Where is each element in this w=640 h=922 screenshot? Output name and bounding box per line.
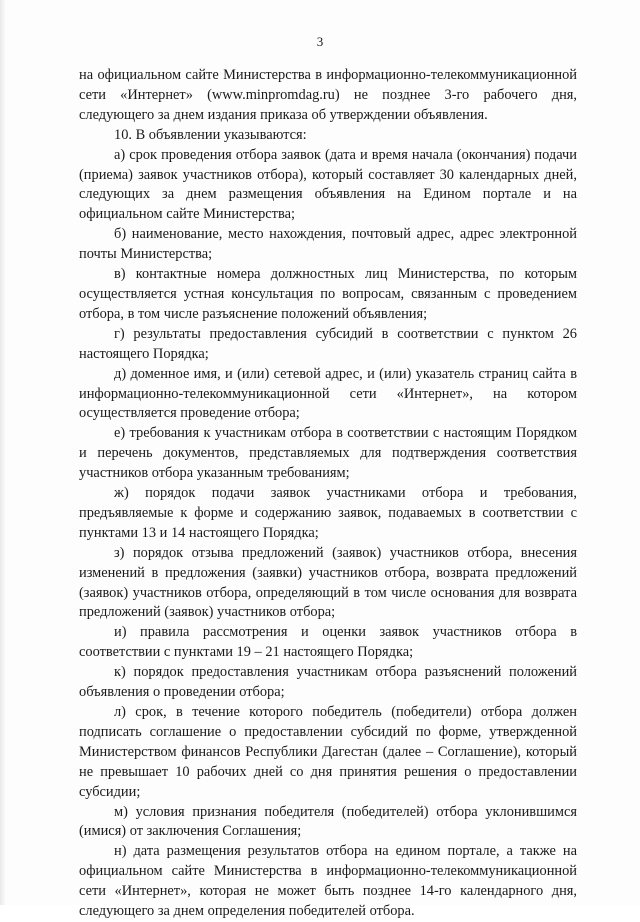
- paragraph: д) доменное имя, и (или) сетевой адрес, и (или) указатель страниц сайта в информационно-телекоммуникационной сети «Интернет», на котором осуществляется проведение отбора;: [79, 365, 577, 422]
- scan-edge-shadow: [0, 0, 6, 905]
- paragraph: ж) порядок подачи заявок участниками отбора и требования, предъявляемые к форме и содержанию заявок, подаваемых в соответствии с пунктами 13 и 14 настоящего Порядка;: [79, 485, 577, 541]
- paragraph: на официальном сайте Министерства в информационно-телекоммуникационной сети «Интернет» (www.minpromdag.ru) не позднее 3-го рабочего дня, следующего за днем издания приказа об утверждении объявления.: [79, 67, 577, 123]
- paragraph: м) условия признания победителя (победителей) отбора уклонившимся (имися) от заключения Соглашения;: [79, 803, 577, 840]
- paragraph: е) требования к участникам отбора в соответствии с настоящим Порядком и перечень документов, представляемых для подтверждения соответствия участников отбора указанным требованиям;: [79, 425, 577, 482]
- paragraph: б) наименование, место нахождения, почтовый адрес, адрес электронной почты Министерства;: [79, 226, 577, 263]
- paragraph: к) порядок предоставления участникам отбора разъяснений положений объявления о проведении отбора;: [79, 664, 577, 701]
- paragraph: г) результаты предоставления субсидий в соответствии с пунктом 26 настоящего Порядка;: [79, 325, 577, 362]
- paragraph: в) контактные номера должностных лиц Министерства, по которым осуществляется устная консультация по вопросам, связанным с проведением отбора, в том числе разъяснение положений объявления;: [79, 266, 577, 322]
- paragraph: л) срок, в течение которого победитель (победители) отбора должен подписать соглашение о предоставлении субсидий по форме, утвержденной Министерством финансов Республики Дагестан (далее – Соглашение), который не превышает 10 рабочих дней со дня принятия решения о предоставлении субсидии;: [79, 704, 577, 800]
- paragraph: н) дата размещения результатов отбора на едином портале, а также на официальном сайте Министерства в информационно-телекоммуникационной сети «Интернет», которая не может быть позднее 14-го календарного дня, следующего за днем определения победителей отбора.: [79, 843, 577, 920]
- paragraph: 10. В объявлении указываются:: [114, 126, 307, 143]
- page-number: 3: [316, 34, 324, 49]
- paragraph: з) порядок отзыва предложений (заявок) участников отбора, внесения изменений в предложения (заявки) участников отбора, возврата предложений (заявок) участников отбора, определяющий в том числе основания для возврата предложений (заявок) участников отбора;: [79, 544, 577, 621]
- document-body: [79, 66, 577, 922]
- paragraph: а) срок проведения отбора заявок (дата и время начала (окончания) подачи (приема) заявок участников отбора), который составляет 30 календарных дней, следующих за днем размещения объявления на Едином портале и на официальном сайте Министерства;: [79, 146, 577, 223]
- paragraph: и) правила рассмотрения и оценки заявок участников отбора в соответствии с пунктами 19 – 21 настоящего Порядка;: [79, 624, 577, 661]
